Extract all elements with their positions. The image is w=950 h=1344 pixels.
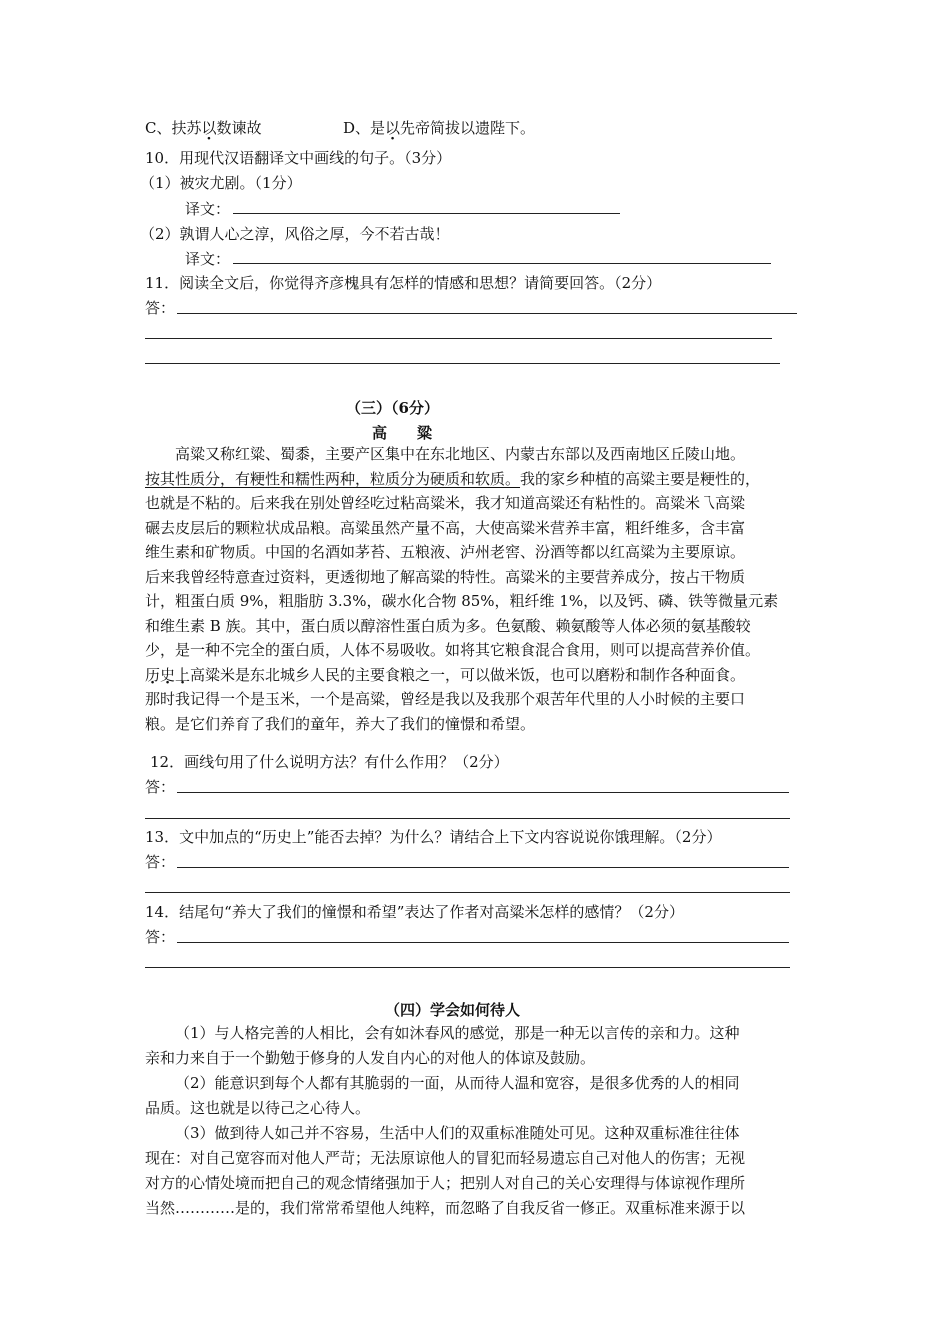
passage-line: 维生素和矿物质。中国的名酒如茅苔、五粮液、泸州老窖、汾酒等都以红高粱为主要原谅。 <box>145 543 746 561</box>
q10-sub2-label: 译文： <box>185 250 231 268</box>
emphasis-dot-char: 史 <box>160 665 176 684</box>
underlined-sentence: 按其性质分，有粳性和糯性两种，粒质分为硬质和软质。 <box>145 469 521 488</box>
passage-line: 高粱又称红粱、蜀黍，主要产区集中在东北地区、内蒙古东部以及西南地区丘陵山地。 <box>175 445 746 463</box>
passage-line: 对方的心情处境而把自己的观念情绪强加于人；把别人对自己的关心安理得与体谅视作理所 <box>145 1174 746 1192</box>
passage-line: 当然…………是的，我们常常希望他人纯粹，而忽略了自我反省一修正。双重标准来源于以 <box>145 1199 746 1217</box>
section-3-title: 高 粱 <box>372 424 433 442</box>
q10-sub1: （1）被灾尤剧。（1分） <box>140 174 302 192</box>
passage-line: （2）能意识到每个人都有其脆弱的一面，从而待人温和宽容，是很多优秀的人的相同 <box>175 1074 740 1092</box>
answer-line[interactable] <box>145 338 772 339</box>
passage-line: 也就是不粘的。后来我在别处曾经吃过粘高粱米，我才知道高粱还有粘性的。高粱米乁高粱 <box>145 494 746 512</box>
emphasis-dot-char: 以 <box>201 119 217 137</box>
q9-option-d: D、是以先帝简拔以遗陛下。 <box>343 119 536 137</box>
passage-line: 少，是一种不完全的蛋白质，人体不易吸收。如将其它粮食混合食用，则可以提高营养价值。 <box>145 641 761 659</box>
emphasis-dot-char: 历 <box>145 665 161 684</box>
passage-line: （1）与人格完善的人相比，会有如沐春风的感觉，那是一种无以言传的亲和力。这种 <box>175 1024 740 1042</box>
answer-line[interactable] <box>177 867 789 868</box>
q9-option-c: C、扶苏以数谏故 <box>145 119 262 137</box>
passage-line: 计，粗蛋白质 9%，粗脂肪 3.3%，碳水化合物 85%，粗纤维 1%，以及钙、磷、铁等微量元素 <box>145 592 779 610</box>
passage-line: 按其性质分，有粳性和糯性两种，粒质分为硬质和软质。我的家乡种植的高粱主要是粳性的， <box>145 469 761 488</box>
answer-line[interactable] <box>145 892 790 893</box>
passage-line: 碾去皮层后的颗粒状成品粮。高粱虽然产量不高，大使高粱米营养丰富，粗纤维多，含丰富 <box>145 518 746 537</box>
q10-stem: 10．用现代汉语翻译文中画线的句子。（3分） <box>145 149 452 167</box>
passage-line: 现在：对自己宽容而对他人严苛；无法原谅他人的冒犯而轻易遗忘自己对他人的伤害；无视 <box>145 1149 746 1167</box>
q10-sub1-label: 译文： <box>185 200 231 218</box>
q12-stem: 12．画线句用了什么说明方法？有什么作用？（2分） <box>150 753 509 771</box>
answer-line[interactable] <box>145 818 790 819</box>
dotted-phrase <box>145 666 190 684</box>
q11-answer-label: 答： <box>145 299 176 317</box>
answer-line[interactable] <box>233 213 620 214</box>
q12-answer-label: 答： <box>145 778 176 796</box>
q10-sub2: （2）孰谓人心之淳，风俗之厚，今不若古哉！ <box>140 225 450 243</box>
answer-line[interactable] <box>145 967 790 968</box>
emphasis-dot-char: 以 <box>385 119 401 137</box>
section-3-header: （三）（6分） <box>346 399 439 417</box>
q14-stem: 14．结尾句“养大了我们的憧憬和希望”表达了作者对高粱米怎样的感情？（2分） <box>145 903 684 921</box>
answer-line[interactable] <box>233 263 771 264</box>
answer-line[interactable] <box>145 363 780 364</box>
q13-stem: 13．文中加点的“历史上”能否去掉？为什么？请结合上下文内容说说你饿理解。（2分） <box>145 828 722 846</box>
section-4-passage <box>145 1021 807 1221</box>
passage-line: 粮。是它们养育了我们的童年，养大了我们的憧憬和希望。 <box>145 714 536 733</box>
section-3-passage <box>145 442 807 736</box>
q14-answer-label: 答： <box>145 928 176 946</box>
answer-line[interactable] <box>177 313 797 314</box>
passage-line: 品质。这也就是以待己之心待人。 <box>145 1099 371 1117</box>
q13-answer-label: 答： <box>145 853 176 871</box>
section-4-title: （四）学会如何待人 <box>385 1001 521 1019</box>
q11-stem: 11．阅读全文后，你觉得齐彦槐具有怎样的情感和思想？请简要回答。（2分） <box>145 274 662 292</box>
passage-line: 历史上高粱米是东北城乡人民的主要食粮之一，可以做米饭，也可以磨粉和制作各种面食。 <box>145 665 746 684</box>
passage-line: （3）做到待人如己并不容易，生活中人们的双重标准随处可见。这种双重标准往往体 <box>175 1124 740 1142</box>
answer-line[interactable] <box>177 942 789 943</box>
passage-line: 后来我曾经特意查过资料，更透彻地了解高粱的特性。高粱米的主要营养成分，按占干物质 <box>145 567 746 586</box>
passage-line: 那时我记得一个是玉米，一个是高粱，曾经是我以及我那个艰苦年代里的人小时候的主要口 <box>145 690 746 708</box>
emphasis-dot-char: 上 <box>175 665 191 684</box>
answer-line[interactable] <box>177 792 789 793</box>
passage-line: 亲和力来自于一个勤勉于修身的人发自内心的对他人的体谅及鼓励。 <box>145 1049 596 1067</box>
passage-line: 和维生素 B 族。其中，蛋白质以醇溶性蛋白质为多。色氨酸、赖氨酸等人体必须的氨基酸较 <box>145 616 751 635</box>
